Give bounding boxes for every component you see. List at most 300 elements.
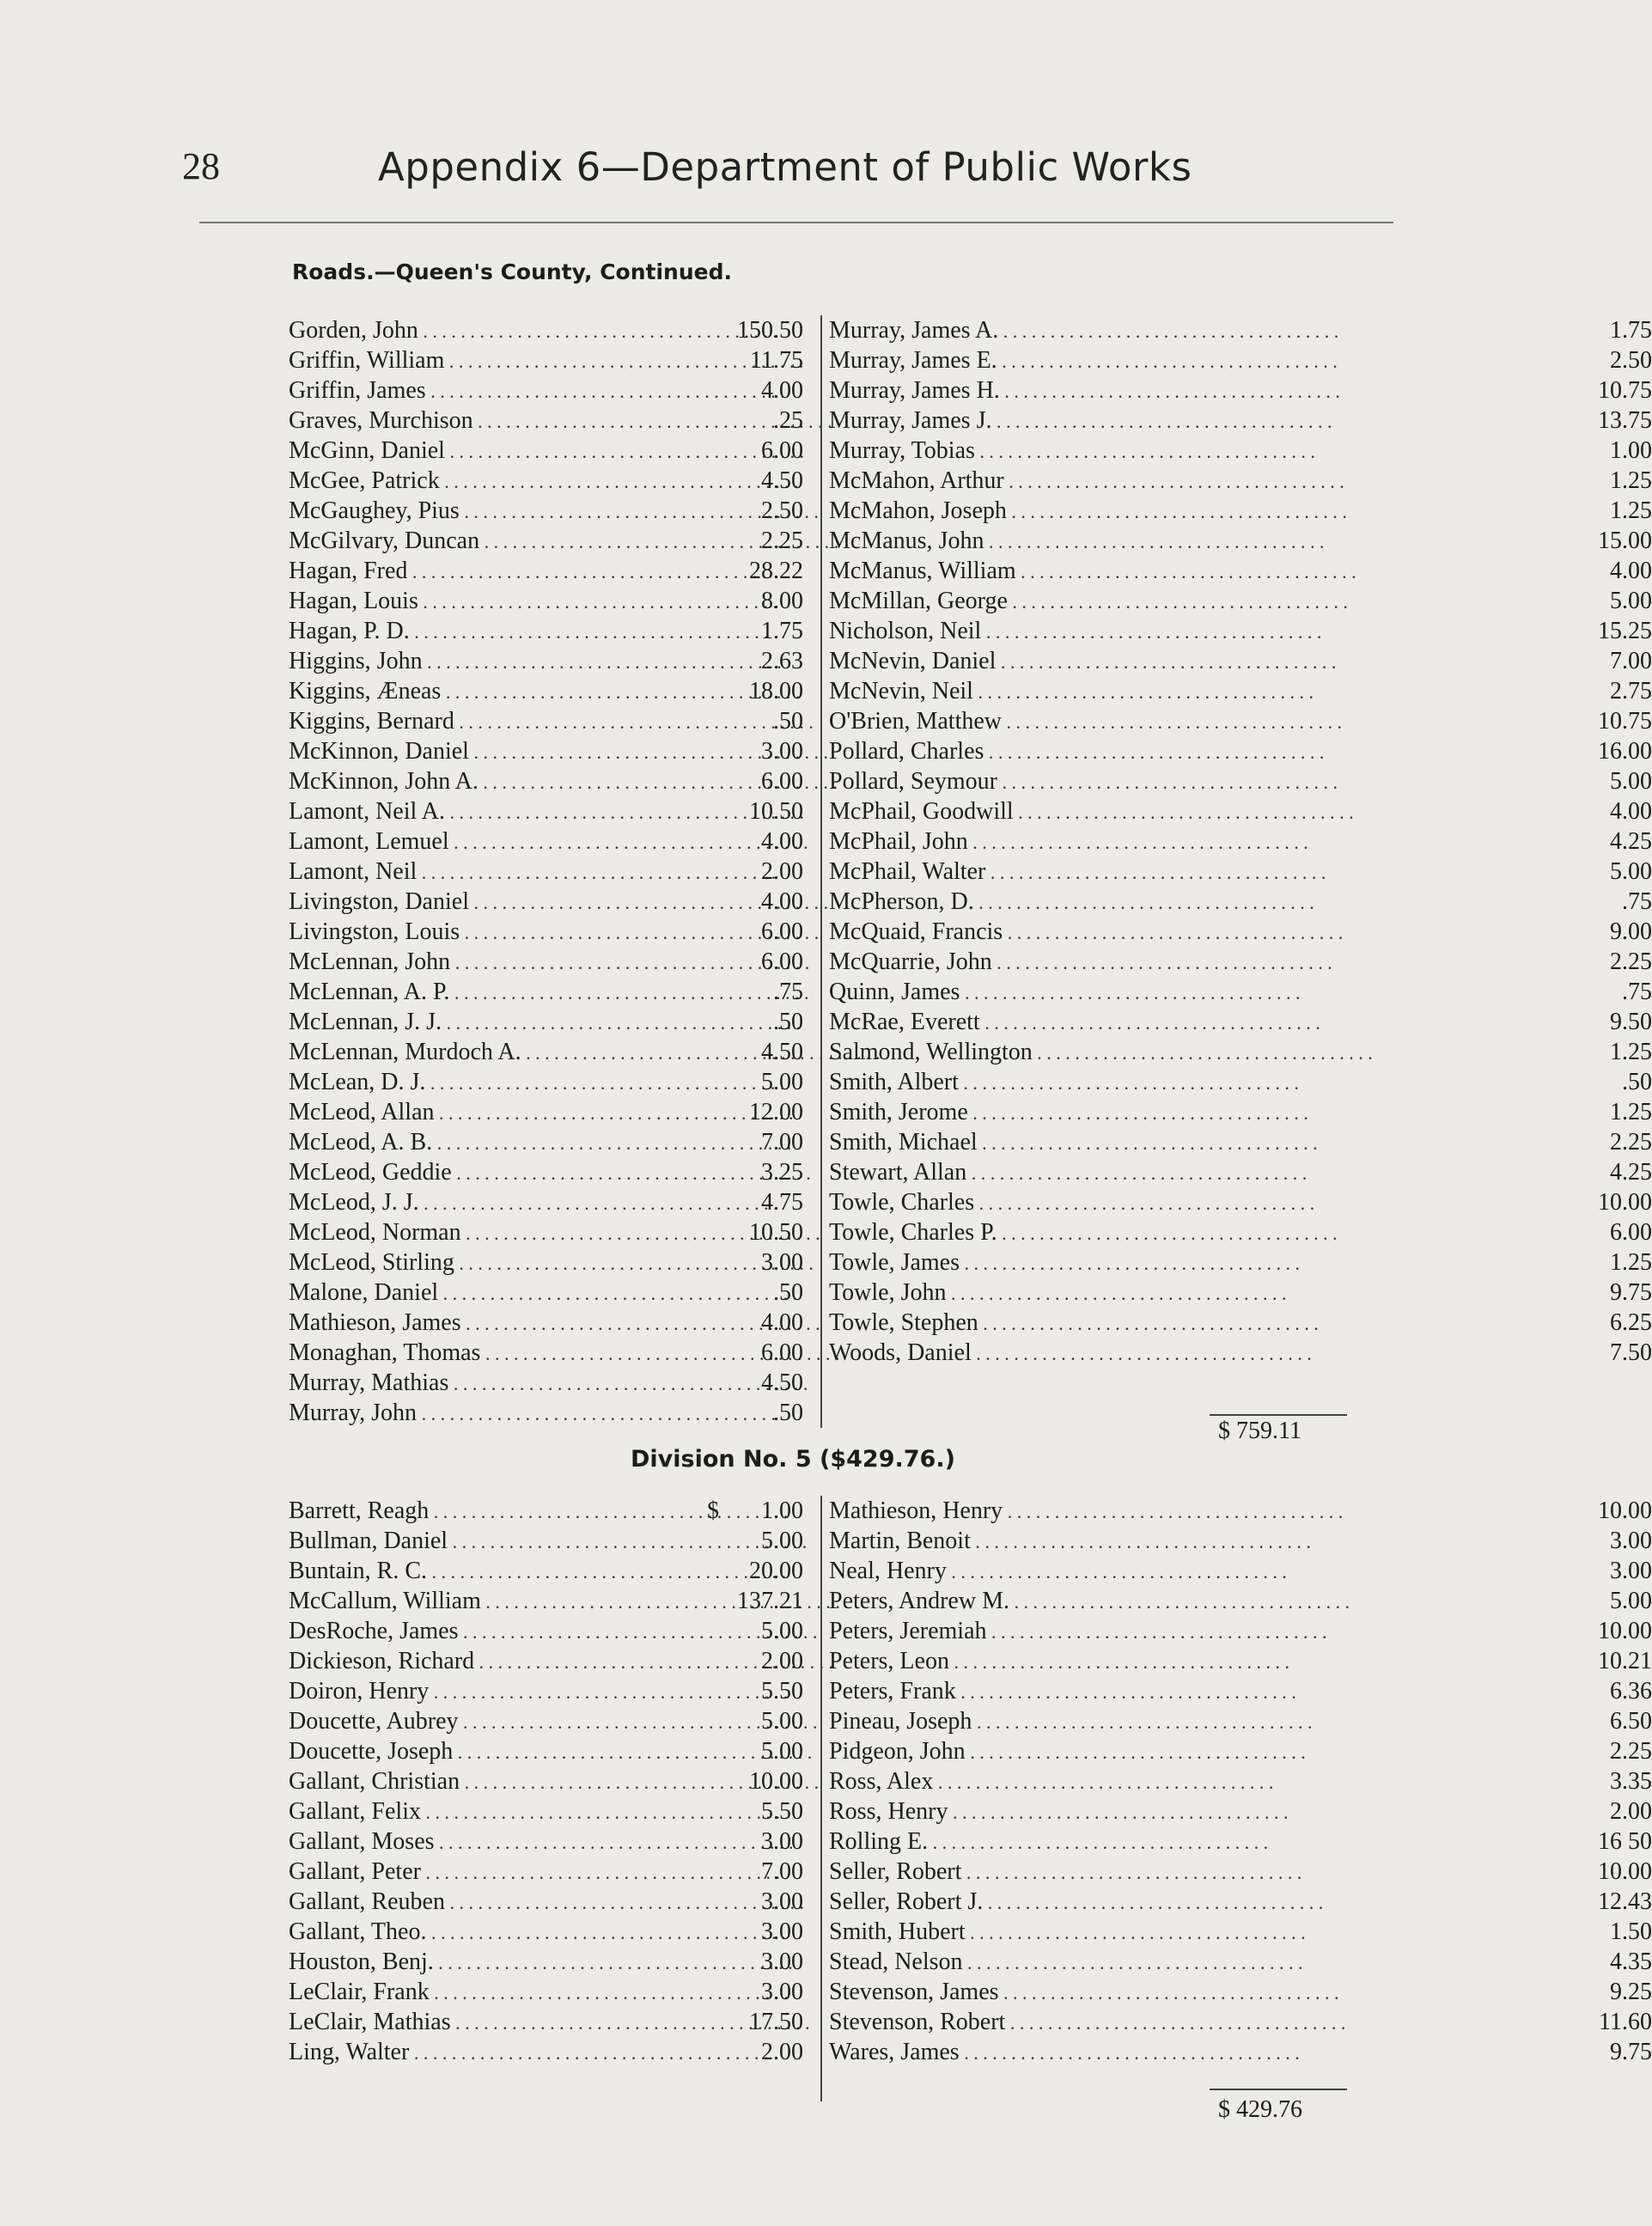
table-row [827, 616, 1652, 646]
table-row [827, 826, 1652, 857]
payment-amount: 2.75 [1610, 678, 1652, 704]
payee-name: McLeod, Norman . . . [289, 1217, 692, 1248]
payment-amount: 1.25 [1610, 1099, 1652, 1125]
table-row [827, 857, 1652, 887]
payment-amount: 5.00 [761, 1528, 803, 1554]
table-row [827, 1917, 1652, 1947]
payment-amount: 1.25 [1610, 497, 1652, 524]
table-row [283, 1977, 816, 2007]
payment-amount: 4.00 [761, 377, 803, 404]
payee-name: Monaghan, Thomas . . . [289, 1338, 692, 1369]
payee-name: Ross, Henry . . . [829, 1796, 1222, 1827]
payment-amount: 11.60 [1599, 2009, 1652, 2035]
table-row [827, 646, 1652, 676]
table-row [283, 646, 816, 676]
table-row [283, 586, 816, 616]
payment-amount: 4.00 [1610, 558, 1652, 584]
payment-amount: 10.50 [749, 798, 803, 825]
table-row [827, 917, 1652, 947]
table-row [283, 1308, 816, 1338]
table-row [827, 1007, 1652, 1037]
payee-name: Lamont, Neil A. . . . [289, 796, 692, 827]
payee-name: Towle, James . . . [829, 1247, 1222, 1278]
payment-amount: 5.00 [1610, 588, 1652, 614]
payee-name: McLennan, J. J. . . . [289, 1007, 692, 1038]
payee-name: Buntain, R. C. . . . [289, 1556, 692, 1587]
table-row [283, 736, 816, 766]
payment-amount: 16.00 [1598, 738, 1652, 765]
payment-amount: 3.00 [1610, 1558, 1652, 1584]
table-row [283, 1398, 816, 1428]
division-total: $ 759.11 [1218, 1418, 1301, 1444]
table-row [827, 1616, 1652, 1646]
payee-name: LeClair, Mathias . . . [289, 2007, 692, 2038]
table-row [283, 1857, 816, 1887]
table-row [827, 1857, 1652, 1887]
payment-amount: 6.00 [761, 1339, 803, 1366]
payee-name: Smith, Jerome . . . [829, 1097, 1222, 1128]
table-row [283, 526, 816, 556]
payee-name: Wares, James . . . [829, 2037, 1222, 2068]
table-row [283, 1917, 816, 1947]
payee-name: Towle, Charles P. . . . [829, 1217, 1222, 1248]
payee-name: Martin, Benoit . . . [829, 1526, 1222, 1557]
table-row [827, 1278, 1652, 1308]
payee-name: Pollard, Seymour . . . [829, 766, 1222, 797]
payee-name: Nicholson, Neil . . . [829, 616, 1222, 647]
payment-amount: 3.00 [761, 1918, 803, 1945]
table-row [827, 1127, 1652, 1157]
payment-amount: 3.00 [761, 1979, 803, 2005]
payment-amount: 3.25 [761, 1159, 803, 1186]
left-column [283, 315, 816, 1428]
payee-name: Mathieson, Henry . . . [829, 1496, 1222, 1527]
payment-amount: 3.00 [1610, 1528, 1652, 1554]
payee-name: Murray, James H. . . . [829, 375, 1222, 406]
total-rule [1210, 1414, 1347, 1416]
payee-name: Hagan, Fred . . . [289, 556, 692, 587]
payee-name: Murray, John . . . [289, 1398, 692, 1429]
payee-name: Houston, Benj. . . . [289, 1947, 692, 1978]
payee-name: Towle, Charles . . . [829, 1187, 1222, 1218]
payment-amount: 6.00 [1610, 1219, 1652, 1246]
section-heading: Roads.—Queen's County, Continued. [292, 259, 732, 284]
payee-name: Hagan, P. D. . . . [289, 616, 692, 647]
payee-name: McLeod, A. B. . . . [289, 1127, 692, 1158]
payment-amount: 5.00 [761, 1708, 803, 1735]
payment-amount: 10.00 [1598, 1189, 1652, 1216]
table-row [283, 2007, 816, 2037]
payment-amount: 4.00 [1610, 798, 1652, 825]
payment-amount: 5.00 [761, 1738, 803, 1765]
payment-amount: 1.25 [1610, 1039, 1652, 1065]
table-row [283, 857, 816, 887]
payment-amount: 2.50 [761, 497, 803, 524]
table-row [283, 315, 816, 345]
payee-name: Peters, Jeremiah . . . [829, 1616, 1222, 1647]
table-row [827, 1217, 1652, 1247]
payee-name: LeClair, Frank . . . [289, 1977, 692, 2008]
payee-name: McMahon, Arthur . . . [829, 466, 1222, 497]
payment-amount: 2.63 [761, 648, 803, 674]
table-row [827, 466, 1652, 496]
right-column [827, 315, 1652, 1368]
table-row [283, 406, 816, 436]
table-row [827, 1247, 1652, 1278]
payment-amount: .25 [773, 407, 803, 434]
payee-name: DesRoche, James . . . [289, 1616, 692, 1647]
payment-amount: 7.50 [1610, 1339, 1652, 1366]
payment-amount: 2.25 [1610, 1738, 1652, 1765]
table-row [827, 1157, 1652, 1187]
payment-amount: 2.00 [761, 2039, 803, 2065]
payment-amount: 150.50 [737, 317, 803, 344]
payment-amount: 2.00 [1610, 1798, 1652, 1825]
table-row [827, 1067, 1652, 1097]
payment-amount: 8.00 [761, 588, 803, 614]
payment-amount: 2.25 [1610, 1129, 1652, 1156]
payee-name: Towle, John . . . [829, 1278, 1222, 1308]
table-row [283, 466, 816, 496]
payment-amount: 1.25 [1610, 1249, 1652, 1276]
payee-name: Mathieson, James . . . [289, 1308, 692, 1339]
table-row [827, 1676, 1652, 1706]
payee-name: McPhail, John . . . [829, 826, 1222, 857]
payee-name: Peters, Frank . . . [829, 1676, 1222, 1707]
table-row [283, 496, 816, 526]
table-row [827, 375, 1652, 406]
payment-amount: .50 [773, 1009, 803, 1035]
payment-amount: 10.00 [1598, 1618, 1652, 1644]
payee-name: Doucette, Aubrey . . . [289, 1706, 692, 1737]
payment-amount: 12.00 [749, 1099, 803, 1125]
payment-amount: 4.50 [761, 467, 803, 494]
payee-name: Stewart, Allan . . . [829, 1157, 1222, 1188]
table-row [283, 1217, 816, 1247]
payee-name: Dickieson, Richard . . . [289, 1646, 692, 1677]
column-divider [820, 315, 822, 1428]
payee-name: O'Brien, Matthew . . . [829, 706, 1222, 737]
page-number: 28 [182, 145, 220, 187]
payee-name: McNevin, Neil . . . [829, 676, 1222, 707]
table-row [283, 1187, 816, 1217]
table-row [283, 1526, 816, 1556]
payment-amount: 7.00 [761, 1129, 803, 1156]
payee-name: Salmond, Wellington . . . [829, 1037, 1222, 1068]
payment-amount: 7.00 [761, 1858, 803, 1885]
payment-amount: 10.00 [1598, 1497, 1652, 1524]
payment-amount: .50 [1622, 1069, 1652, 1095]
payment-amount: 10.75 [1598, 377, 1652, 404]
payment-amount: 10.21 [1598, 1648, 1652, 1674]
payee-name: McLennan, John . . . [289, 947, 692, 978]
payee-name: Smith, Michael . . . [829, 1127, 1222, 1158]
table-row [827, 1887, 1652, 1917]
payment-amount: 13.75 [1598, 407, 1652, 434]
payee-name: Pineau, Joseph . . . [829, 1706, 1222, 1737]
payment-amount: 6.00 [761, 768, 803, 795]
payment-amount: 3.00 [761, 1888, 803, 1915]
table-row [827, 1496, 1652, 1526]
table-row [827, 977, 1652, 1007]
payment-amount: 5.00 [761, 1618, 803, 1644]
division-total: $ 429.76 [1218, 2096, 1302, 2123]
payment-amount: 10.75 [1598, 708, 1652, 735]
table-row [827, 586, 1652, 616]
payment-amount: 7.00 [1610, 648, 1652, 674]
payee-name: Gallant, Theo. . . . [289, 1917, 692, 1948]
payee-name: Rolling E. . . . [829, 1827, 1222, 1857]
payee-name: Stead, Nelson . . . [829, 1947, 1222, 1978]
payment-amount: 6.00 [761, 918, 803, 945]
table-row [827, 766, 1652, 796]
payee-name: Griffin, James . . . [289, 375, 692, 406]
payee-name: Ross, Alex . . . [829, 1766, 1222, 1797]
table-row [827, 1646, 1652, 1676]
payment-amount: 6.36 [1610, 1678, 1652, 1705]
payment-amount: .75 [1622, 979, 1652, 1005]
table-row [283, 1646, 816, 1676]
payee-name: Lamont, Lemuel . . . [289, 826, 692, 857]
payment-amount: 2.25 [761, 528, 803, 554]
table-row [827, 436, 1652, 466]
table-row [827, 1827, 1652, 1857]
payment-amount: 4.50 [761, 1369, 803, 1396]
payee-name: Smith, Hubert . . . [829, 1917, 1222, 1948]
table-row [283, 1766, 816, 1796]
payee-name: Griffin, William . . . [289, 345, 692, 376]
table-row [283, 1007, 816, 1037]
payment-amount: 1.75 [1610, 317, 1652, 344]
payment-amount: 9.75 [1610, 2039, 1652, 2065]
payee-name: Towle, Stephen . . . [829, 1308, 1222, 1339]
payee-name: Seller, Robert J. . . . [829, 1887, 1222, 1918]
table-row [827, 1977, 1652, 2007]
payment-amount: 10.50 [749, 1219, 803, 1246]
payment-amount: 1.00 [1610, 437, 1652, 464]
table-row [827, 1187, 1652, 1217]
table-row [283, 2037, 816, 2067]
division-heading: Division No. 5 ($429.76.) [631, 1446, 955, 1473]
table-row [283, 345, 816, 375]
payment-amount: 6.00 [761, 437, 803, 464]
payment-amount: 6.00 [761, 948, 803, 975]
payment-amount: $ 1.00 [707, 1497, 803, 1524]
table-row [283, 826, 816, 857]
table-row [283, 766, 816, 796]
payee-name: McMillan, George . . . [829, 586, 1222, 617]
payment-amount: 15.25 [1598, 618, 1652, 644]
table-row [283, 887, 816, 917]
table-row [827, 887, 1652, 917]
payment-amount: 1.75 [761, 618, 803, 644]
payee-name: Higgins, John . . . [289, 646, 692, 677]
payee-name: Doucette, Joseph . . . [289, 1736, 692, 1767]
payee-name: McLeod, Allan . . . [289, 1097, 692, 1128]
table-row [827, 706, 1652, 736]
payee-name: Peters, Andrew M. . . . [829, 1586, 1222, 1617]
table-row [283, 1097, 816, 1127]
payee-name: Bullman, Daniel . . . [289, 1526, 692, 1557]
payee-name: McLeod, Stirling . . . [289, 1247, 692, 1278]
page-header [182, 144, 1402, 204]
payment-amount: 9.75 [1610, 1279, 1652, 1306]
payment-amount: 17.50 [749, 2009, 803, 2035]
table-row [827, 556, 1652, 586]
table-row [283, 1736, 816, 1766]
payee-name: McLeod, Geddie . . . [289, 1157, 692, 1188]
payment-amount: 4.25 [1610, 1159, 1652, 1186]
payee-name: McGinn, Daniel . . . [289, 436, 692, 467]
payee-name: Neal, Henry . . . [829, 1556, 1222, 1587]
column-divider [820, 1496, 822, 2101]
table-row [827, 1586, 1652, 1616]
payment-amount: 15.00 [1598, 528, 1652, 554]
table-row [283, 1676, 816, 1706]
page-title: Appendix 6—Department of Public Works [378, 144, 1192, 190]
payment-amount: .75 [1622, 888, 1652, 915]
payment-amount: 1.25 [1610, 467, 1652, 494]
payee-name: Quinn, James . . . [829, 977, 1222, 1008]
table-row [827, 2007, 1652, 2037]
payee-name: Woods, Daniel . . . [829, 1338, 1222, 1369]
table-row [827, 1766, 1652, 1796]
table-row [283, 1127, 816, 1157]
payee-name: Murray, James J. . . . [829, 406, 1222, 436]
payment-amount: 28.22 [749, 558, 803, 584]
table-row [283, 1247, 816, 1278]
payee-name: McKinnon, Daniel . . . [289, 736, 692, 767]
payment-amount: 4.75 [761, 1189, 803, 1216]
table-row [283, 1556, 816, 1586]
table-row [283, 1037, 816, 1067]
table-row [283, 436, 816, 466]
payee-name: McLennan, Murdoch A. . . . [289, 1037, 692, 1068]
payment-amount: 5.00 [1610, 858, 1652, 885]
payee-name: Gallant, Moses . . . [289, 1827, 692, 1857]
table-row [827, 1037, 1652, 1067]
payee-name: Livingston, Daniel . . . [289, 887, 692, 918]
payment-amount: 20.00 [749, 1558, 803, 1584]
table-row [283, 1887, 816, 1917]
table-row [827, 676, 1652, 706]
payment-amount: 2.00 [761, 858, 803, 885]
table-row [283, 556, 816, 586]
payee-name: McRae, Everett . . . [829, 1007, 1222, 1038]
payee-name: Graves, Murchison . . . [289, 406, 692, 436]
payment-amount: 4.25 [1610, 828, 1652, 855]
payment-amount: .50 [773, 708, 803, 735]
payee-name: Gallant, Peter . . . [289, 1857, 692, 1888]
table-row [283, 1706, 816, 1736]
table-row [827, 1526, 1652, 1556]
payment-amount: 2.25 [1610, 948, 1652, 975]
table-row [283, 1796, 816, 1827]
payee-name: Gorden, John . . . [289, 315, 692, 346]
payee-name: Ling, Walter . . . [289, 2037, 692, 2068]
payment-amount: 4.00 [761, 828, 803, 855]
payee-name: McGee, Patrick . . . [289, 466, 692, 497]
table-row [283, 706, 816, 736]
payment-amount: 3.00 [761, 1249, 803, 1276]
payment-amount: 11.75 [750, 347, 803, 374]
table-row [827, 1796, 1652, 1827]
payee-name: Stevenson, James . . . [829, 1977, 1222, 2008]
table-row [827, 947, 1652, 977]
table-row [827, 1338, 1652, 1368]
table-row [283, 1827, 816, 1857]
table-row [827, 2037, 1652, 2067]
payment-amount: 3.00 [761, 1828, 803, 1855]
payee-name: Murray, James E. . . . [829, 345, 1222, 376]
payment-amount: 4.50 [761, 1039, 803, 1065]
table-row [283, 1067, 816, 1097]
payment-amount: 5.50 [761, 1678, 803, 1705]
payment-amount: 5.00 [761, 1069, 803, 1095]
payee-name: Hagan, Louis . . . [289, 586, 692, 617]
payee-name: Barrett, Reagh . . . [289, 1496, 692, 1527]
payee-name: Peters, Leon . . . [829, 1646, 1222, 1677]
table-row [283, 1496, 816, 1526]
payee-name: Lamont, Neil . . . [289, 857, 692, 887]
table-row [827, 1947, 1652, 1977]
payment-amount: .50 [773, 1279, 803, 1306]
payee-name: Gallant, Reuben . . . [289, 1887, 692, 1918]
table-row [827, 1706, 1652, 1736]
payee-name: Gallant, Felix . . . [289, 1796, 692, 1827]
payment-amount: 5.50 [761, 1798, 803, 1825]
payee-name: McNevin, Daniel . . . [829, 646, 1222, 677]
payment-amount: 3.35 [1610, 1768, 1652, 1795]
header-rule [199, 222, 1393, 223]
payment-amount: 9.00 [1610, 918, 1652, 945]
payment-amount: 10.00 [749, 1768, 803, 1795]
table-row [827, 1556, 1652, 1586]
payee-name: Stevenson, Robert . . . [829, 2007, 1222, 2038]
table-row [283, 1338, 816, 1368]
payee-name: Malone, Daniel . . . [289, 1278, 692, 1308]
payee-name: McMahon, Joseph . . . [829, 496, 1222, 527]
payment-amount: 12.43 [1598, 1888, 1652, 1915]
payment-amount: 18.00 [749, 678, 803, 704]
total-rule [1210, 2089, 1347, 2090]
table-row [283, 917, 816, 947]
payee-name: Doiron, Henry . . . [289, 1676, 692, 1707]
payee-name: Murray, Tobias . . . [829, 436, 1222, 467]
payee-name: Murray, Mathias . . . [289, 1368, 692, 1399]
table-row [827, 345, 1652, 375]
payee-name: Livingston, Louis . . . [289, 917, 692, 948]
payment-amount: 4.00 [761, 1309, 803, 1336]
payee-name: McPherson, D. . . . [829, 887, 1222, 918]
table-row [283, 676, 816, 706]
payee-name: McGaughey, Pius . . . [289, 496, 692, 527]
payee-name: McManus, William . . . [829, 556, 1222, 587]
payee-name: McLean, D. J. . . . [289, 1067, 692, 1098]
table-row [827, 526, 1652, 556]
payee-name: McLeod, J. J. . . . [289, 1187, 692, 1218]
table-row [827, 406, 1652, 436]
table-row [827, 1736, 1652, 1766]
table-row [283, 947, 816, 977]
left-column [283, 1496, 816, 2067]
payee-name: Seller, Robert . . . [829, 1857, 1222, 1888]
payment-amount: .50 [773, 1400, 803, 1426]
payment-amount: 2.00 [761, 1648, 803, 1674]
payee-name: McGilvary, Duncan . . . [289, 526, 692, 557]
table-row [283, 375, 816, 406]
payee-name: McKinnon, John A. . . . [289, 766, 692, 797]
